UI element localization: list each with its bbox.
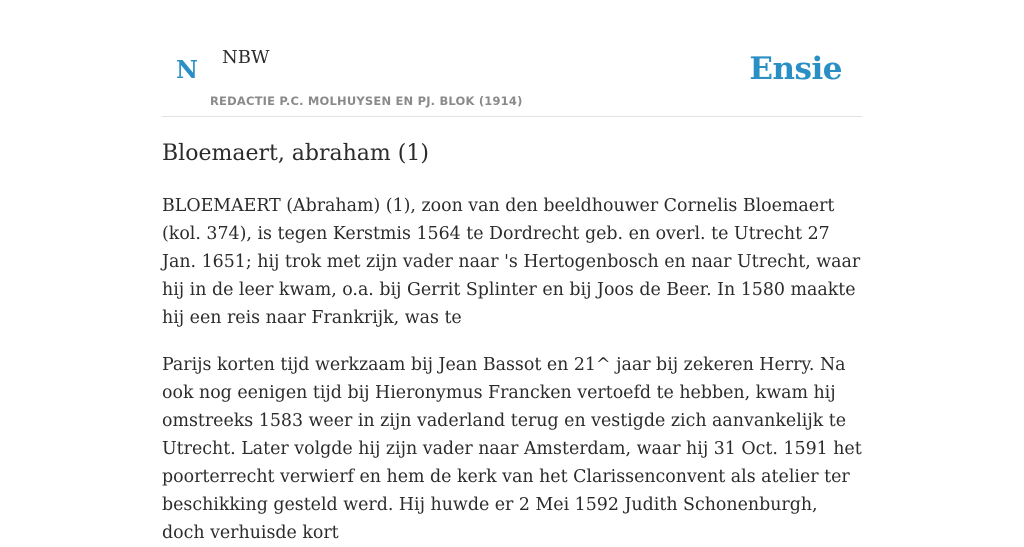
article-title: Bloemaert, abraham (1)	[162, 141, 429, 166]
brand-logo[interactable]: Ensie	[749, 51, 842, 87]
source-title[interactable]: NBW	[222, 47, 270, 68]
site-header	[162, 0, 862, 117]
source-logo-letter[interactable]: N	[176, 55, 198, 84]
article-paragraph: Parijs korten tijd werkzaam bij Jean Bassot en 21^ jaar bij zekeren Herry. Na ook nog eenigen tijd bij Hieronymus Francken vertoefd te hebben, kwam hij omstreeks 1583 weer in zijn vaderland terug en vestigde zich aanvankelijk te Utrecht. Later volgde hij zijn vader naar Amsterdam, waar hij 31 Oct. 1591 het poorterrecht verwierf en hem de kerk van het Clarissenconvent als atelier ter beschikking gesteld werd. Hij huwde er 2 Mei 1592 Judith Schonenburgh, doch verhuisde kort	[162, 355, 862, 543]
source-subtitle: REDACTIE P.C. MOLHUYSEN EN PJ. BLOK (1914)	[210, 94, 523, 108]
article	[162, 138, 862, 547]
article-paragraph: BLOEMAERT (Abraham) (1), zoon van den beeldhouwer Cornelis Bloemaert (kol. 374), is tegen Kerstmis 1564 te Dordrecht geb. en overl. te Utrecht 27 Jan. 1651; hij trok met zijn vader naar 's Hertogenbosch en naar Utrecht, waar hij in de leer kwam, o.a. bij Gerrit Splinter en bij Joos de Beer. In 1580 maakte hij een reis naar Frankrijk, was te	[162, 196, 861, 328]
